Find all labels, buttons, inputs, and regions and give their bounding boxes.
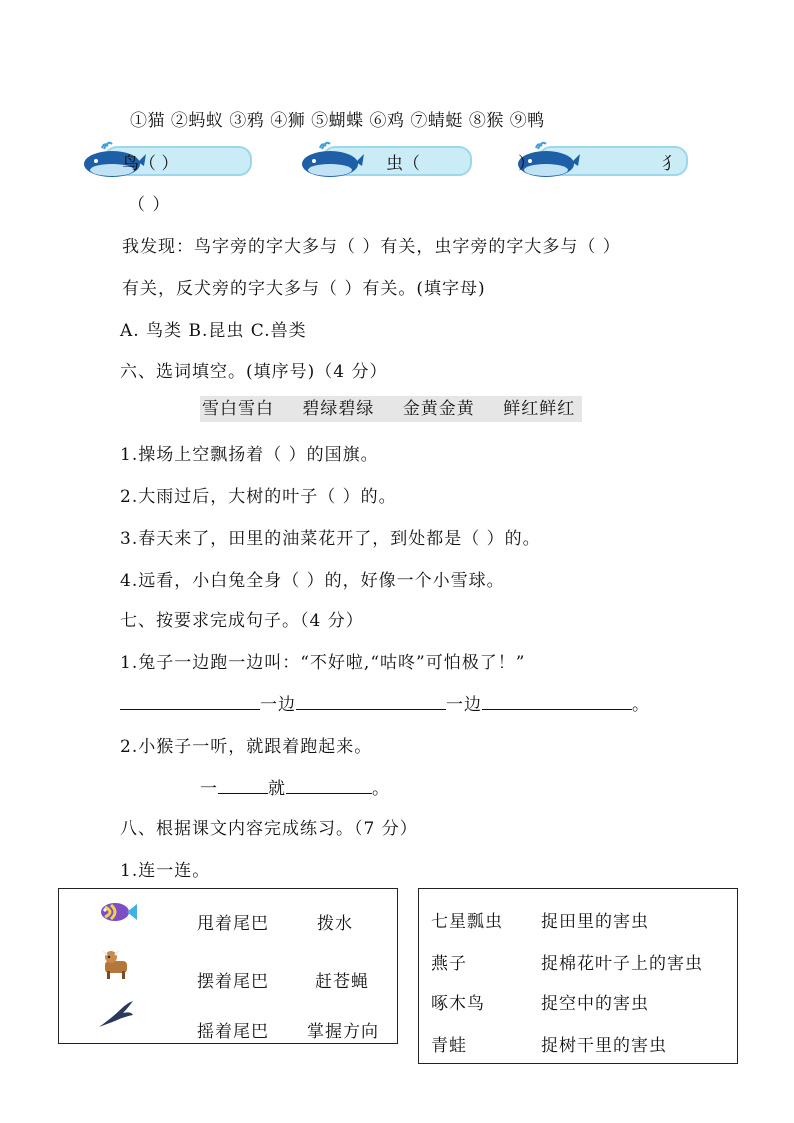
- left-col2-item: 拨水: [317, 914, 353, 934]
- banner-insect: [300, 140, 472, 180]
- banner-dog-paren: ）: [518, 154, 535, 174]
- word-bank-item: 鲜红鲜红: [503, 399, 576, 419]
- answer-blank[interactable]: [218, 792, 268, 794]
- match-table-right: [418, 888, 738, 1064]
- banner-bird: [82, 140, 252, 180]
- banner-dog-label: 犭: [662, 154, 679, 174]
- fill-word: 一边: [260, 695, 296, 715]
- word-bank-item: 金黄金黄: [402, 399, 475, 419]
- left-col2-item: 掌握方向: [307, 1022, 379, 1042]
- discover-line-1: 我发现：鸟字旁的字大多与（ ）有关，虫字旁的字大多与（ ）: [122, 237, 621, 257]
- s6-question-4: 4.远看，小白兔全身（ ）的，好像一个小雪球。: [120, 571, 505, 591]
- left-col1-item: 摆着尾巴: [197, 972, 269, 992]
- section-8-title: 八、根据课文内容完成练习。（7 分）: [120, 819, 418, 839]
- right-col1-item: 啄木鸟: [431, 994, 485, 1014]
- answer-blank[interactable]: [286, 792, 372, 794]
- ox-icon: [99, 947, 133, 981]
- fill-end: 。: [372, 779, 390, 799]
- s7-q1-fill-line: [120, 690, 650, 715]
- extra-paren: （ ）: [128, 195, 171, 215]
- banner-bird-label: 鸟（ ）: [122, 154, 179, 174]
- section-7-title: 七、按要求完成句子。（4 分）: [120, 611, 364, 631]
- fill-word: 一边: [446, 695, 482, 715]
- right-col1-item: 七星瓢虫: [431, 912, 503, 932]
- word-bank-item: 碧绿碧绿: [302, 399, 375, 419]
- answer-blank[interactable]: [120, 708, 260, 710]
- match-table-left: [58, 888, 398, 1044]
- answer-options: A. 鸟类 B.昆虫 C.兽类: [120, 321, 307, 341]
- banner-insect-label: 虫（: [386, 154, 420, 174]
- s8-question-1: 1.连一连。: [120, 861, 211, 881]
- s6-question-2: 2.大雨过后，大树的叶子（ ）的。: [120, 487, 397, 507]
- banner-dog: [516, 140, 688, 180]
- right-col1-item: 青蛙: [431, 1036, 467, 1056]
- fish-icon: [97, 899, 137, 925]
- section-6-title: 六、选词填空。(填序号)（4 分）: [120, 362, 388, 382]
- right-col2-item: 捉树干里的害虫: [541, 1036, 667, 1056]
- fill-word: 一: [200, 779, 218, 799]
- s7-question-1: 1.兔子一边跑一边叫：“不好啦,“咕咚”可怕极了！”: [120, 653, 526, 673]
- right-col2-item: 捉田里的害虫: [541, 912, 649, 932]
- right-col2-item: 捉棉花叶子上的害虫: [541, 954, 703, 974]
- s6-question-3: 3.春天来了，田里的油菜花开了，到处都是（ ）的。: [120, 529, 541, 549]
- right-col1-item: 燕子: [431, 954, 467, 974]
- left-col1-item: 摇着尾巴: [197, 1022, 269, 1042]
- s7-question-2: 2.小猴子一听，就跟着跑起来。: [120, 737, 373, 757]
- fill-end: 。: [632, 695, 650, 715]
- discover-line-2: 有关，反犬旁的字大多与（ ）有关。(填字母): [122, 279, 486, 299]
- word-bank-item: 雪白雪白: [202, 399, 274, 419]
- animal-options-line: ①猫 ②蚂蚁 ③鸦 ④狮 ⑤蝴蝶 ⑥鸡 ⑦蜻蜓 ⑧猴 ⑨鸭: [130, 111, 545, 131]
- left-col2-item: 赶苍蝇: [315, 972, 369, 992]
- s7-q2-fill-line: [200, 774, 390, 799]
- swallow-icon: [97, 999, 135, 1031]
- answer-blank[interactable]: [296, 708, 446, 710]
- s6-question-1: 1.操场上空飘扬着（ ）的国旗。: [120, 445, 379, 465]
- right-col2-item: 捉空中的害虫: [541, 994, 649, 1014]
- word-bank: [200, 396, 582, 422]
- left-col1-item: 甩着尾巴: [197, 914, 269, 934]
- fill-word: 就: [268, 779, 286, 799]
- whale-icon: [300, 140, 364, 180]
- answer-blank[interactable]: [482, 708, 632, 710]
